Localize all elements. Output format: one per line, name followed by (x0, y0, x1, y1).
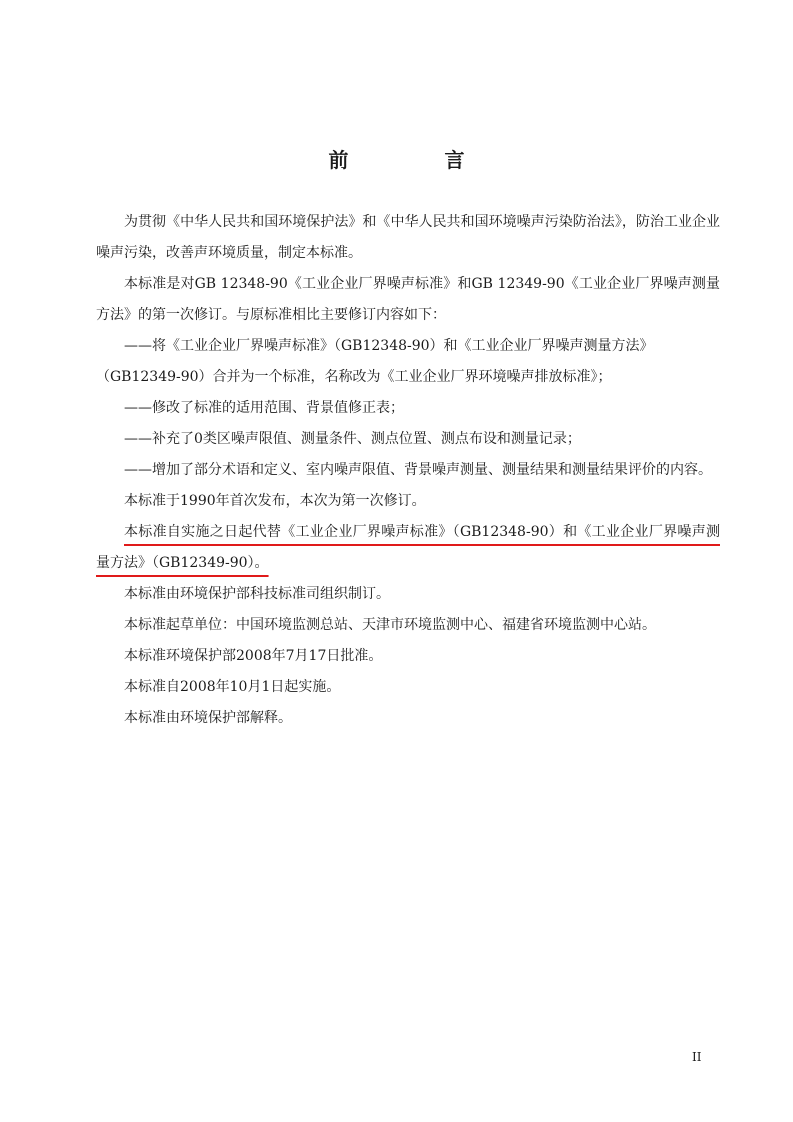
underlined-replacement-text: 本标准自实施之日起代替《工业企业厂界噪声标准》（GB12348-90）和《工业企业厂界噪声测量方法》（GB12349-90）。 (96, 524, 720, 571)
page-title: 前 言 (328, 148, 503, 172)
revision-item-scope: ——修改了标准的适用范围、背景值修正表； (124, 400, 404, 416)
paragraph-purpose: 为贯彻《中华人民共和国环境保护法》和《中华人民共和国环境噪声污染防治法》，防治工业企业噪声污染，改善声环境质量，制定本标准。 (96, 214, 720, 261)
paragraph-interpretation: 本标准由环境保护部解释。 (124, 710, 292, 726)
page-number: II (692, 1050, 702, 1064)
paragraph-first-release: 本标准于1990年首次发布，本次为第一次修订。 (124, 493, 426, 509)
paragraph-approval-date: 本标准环境保护部2008年7月17日批准。 (124, 648, 383, 664)
paragraph-replacement (96, 517, 720, 579)
paragraph-implementation-date: 本标准自2008年10月1日起实施。 (124, 679, 341, 695)
document-body (96, 207, 720, 734)
paragraph-revision: 本标准是对GB 12348-90《工业企业厂界噪声标准》和GB 12349-90《工业企业厂界噪声测量方法》的第一次修订。与原标准相比主要修订内容如下： (96, 276, 720, 323)
revision-item-additions: ——增加了部分术语和定义、室内噪声限值、背景噪声测量、测量结果和测量结果评价的内容。 (124, 462, 712, 478)
revision-item-merge: ——将《工业企业厂界噪声标准》（GB12348-90）和《工业企业厂界噪声测量方法》（GB12349-90）合并为一个标准，名称改为《工业企业厂界环境噪声排放标准》； (96, 338, 654, 385)
paragraph-drafting-units: 本标准起草单位：中国环境监测总站、天津市环境监测中心、福建省环境监测中心站。 (124, 617, 656, 633)
revision-item-supplement: ——补充了0类区噪声限值、测量条件、测点位置、测点布设和测量记录； (124, 431, 581, 447)
paragraph-organizer: 本标准由环境保护部科技标准司组织制订。 (124, 586, 390, 602)
